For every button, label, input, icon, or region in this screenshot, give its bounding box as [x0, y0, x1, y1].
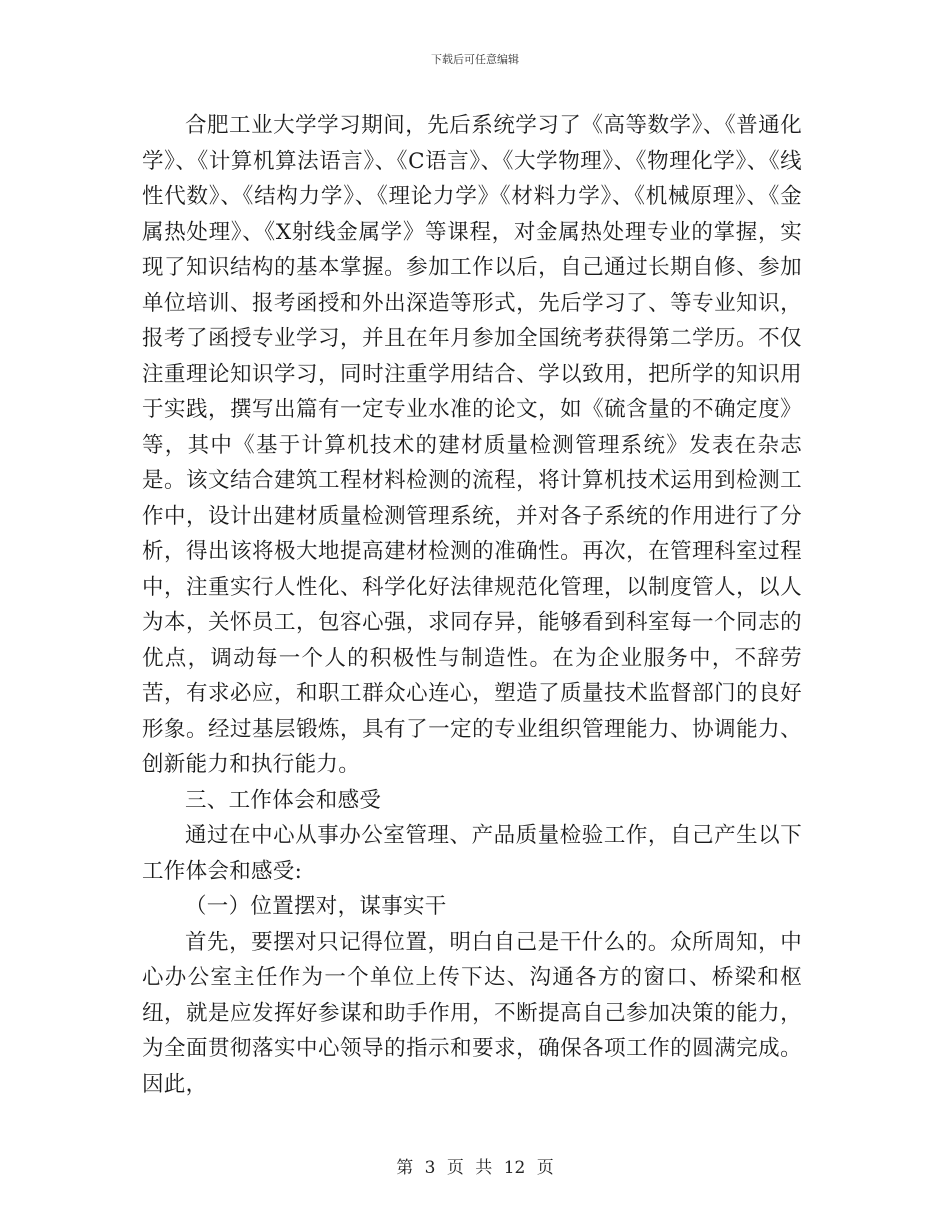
- section-heading-experience: 三、工作体会和感受: [185, 787, 382, 813]
- paragraph-education: 合肥工业大学学习期间，先后系统学习了《高等数学》、《普通化学》、《计算机算法语言》、《C语言》、《大学物理》、《物理化学》、《线性代数》、《结构力学》、《理论力学》《材料力学》、《机械原理》、《金属热处理》、《X射线金属学》等课程，对金属热处理专业的掌握，实现了知识结构的基本掌握。参加工作以后，自己通过长期自修、参加单位培训、报考函授和外出深造等形式，先后学习了、等专业知识，报考了函授专业学习，并且在年月参加全国统考获得第二学历。不仅注重理论知识学习，同时注重学用结合、学以致用，把所学的知识用于实践，撰写出篇有一定专业水准的论文，如《硫含量的不确定度》等，其中《基于计算机技术的建材质量检测管理系统》发表在杂志是。该文结合建筑工程材料检测的流程，将计算机技术运用到检测工作中，设计出建材质量检测管理系统，并对各子系统的作用进行了分析，得出该将极大地提高建材检测的准确性。再次，在管理科室过程中，注重实行人性化、科学化好法律规范化管理，以制度管人，以人为本，关怀员工，包容心强，求同存异，能够看到科室每一个同志的优点，调动每一个人的积极性与制造性。在为企业服务中，不辞劳苦，有求必应，和职工群众心连心，塑造了质量技术监督部门的良好形象。经过基层锻炼，具有了一定的专业组织管理能力、协调能力、创新能力和执行能力。: [142, 113, 802, 777]
- paragraph-first: 首先，要摆对只记得位置，明白自己是干什么的。众所周知，中心办公室主任作为一个单位上传下达、沟通各方的窗口、桥梁和枢纽，就是应发挥好参谋和助手作用，不断提高自己参加决策的能力，为全面贯彻落实中心领导的指示和要求，确保各项工作的圆满完成。因此，: [142, 929, 802, 1097]
- page-number-footer: 第 3 页 共 12 页: [396, 1158, 554, 1178]
- document-body: [142, 108, 802, 1102]
- paragraph-intro: 通过在中心从事办公室管理、产品质量检验工作，自己产生以下工作体会和感受:: [142, 823, 802, 884]
- subheading-position: （一）位置摆对，谋事实干: [185, 894, 447, 919]
- header-note: 下载后可任意编辑: [431, 53, 519, 66]
